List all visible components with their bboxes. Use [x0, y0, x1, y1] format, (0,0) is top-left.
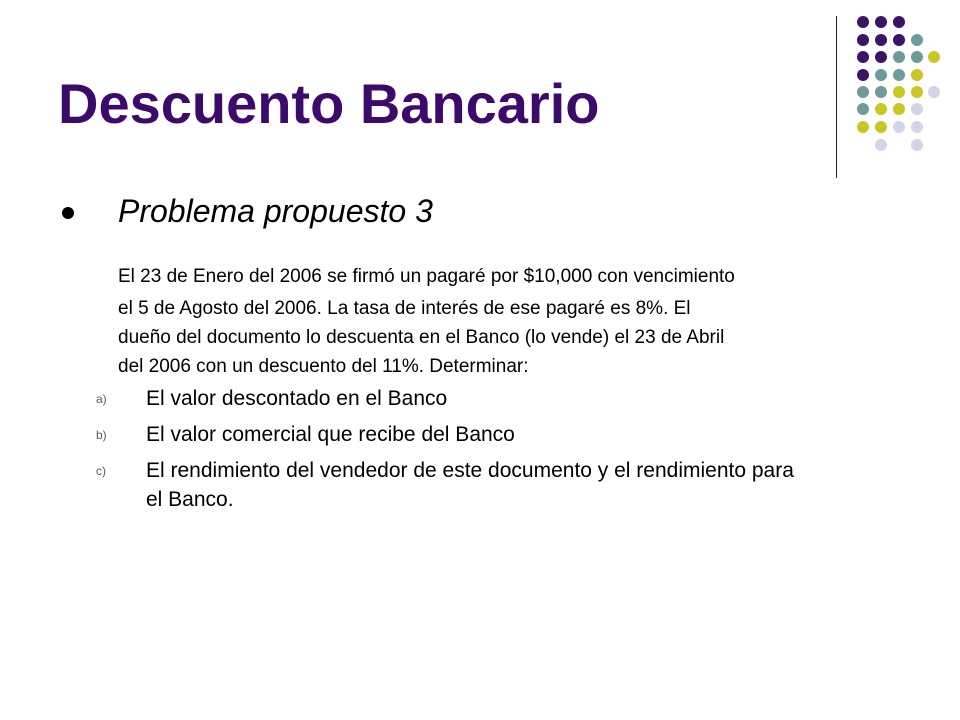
list-marker: a) [96, 392, 107, 406]
list-item [96, 456, 916, 514]
slide-title: Descuento Bancario [58, 72, 600, 135]
dot-grid-icon [857, 16, 940, 151]
list-marker: c) [96, 464, 106, 478]
decorative-dot-grid [830, 12, 960, 182]
paragraph-line: del 2006 con un descuento del 11%. Determinar: [118, 356, 529, 377]
paragraph-line: dueño del documento lo descuenta en el Banco (lo vende) el 23 de Abril [118, 327, 725, 348]
list-item-text: El rendimiento del vendedor de este documento y el rendimiento para [146, 459, 794, 482]
problem-paragraph [118, 260, 908, 381]
paragraph-line: El 23 de Enero del 2006 se firmó un pagaré por $10,000 con vencimiento [118, 266, 735, 287]
bullet-dot-icon [62, 207, 74, 219]
list-item [96, 384, 916, 420]
list-item-text: El valor descontado en el Banco [146, 387, 448, 410]
question-list [96, 384, 916, 514]
list-item-text: el Banco. [146, 488, 234, 511]
list-item-text: El valor comercial que recibe del Banco [146, 423, 515, 446]
bullet-heading: Problema propuesto 3 [118, 193, 433, 229]
list-item [96, 420, 916, 456]
list-marker: b) [96, 428, 107, 442]
paragraph-line: el 5 de Agosto del 2006. La tasa de interés de ese pagaré es 8%. El [118, 298, 691, 319]
